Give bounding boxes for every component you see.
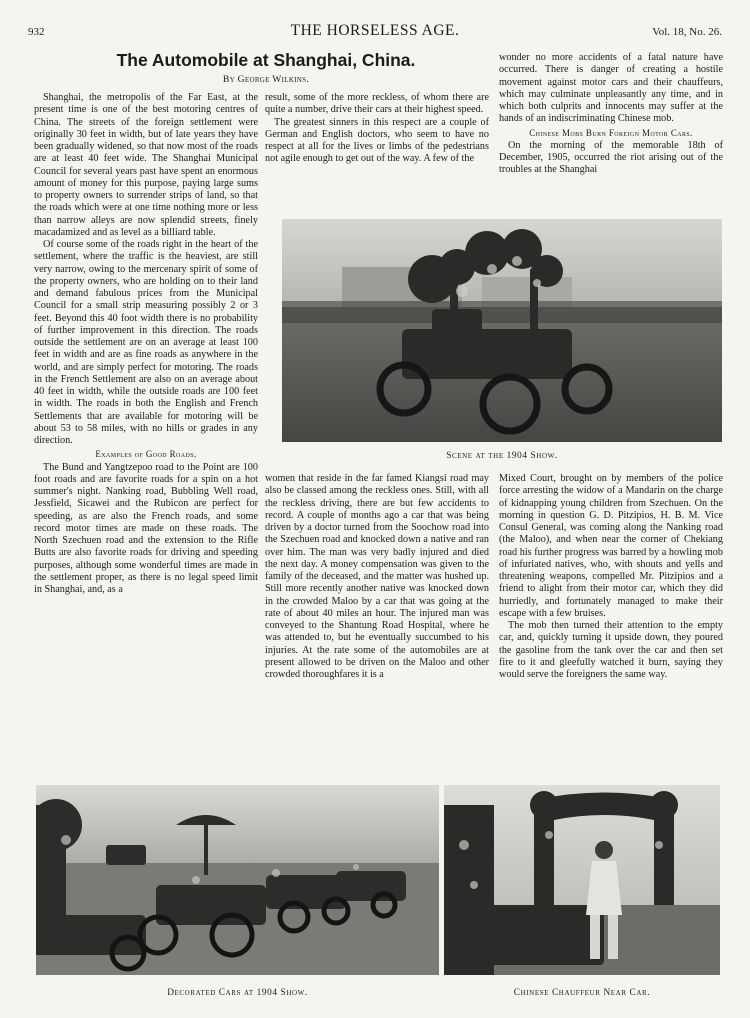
paragraph: wonder no more accidents of a fatal nature have occurred. There is danger of creating a hostile movement against motor cars and their chauffeurs, which may culminate unpleasantly any time, and in which both culprits and innocents may suffer at the hands of an indiscriminating Chinese mob. xyxy=(499,52,723,125)
paragraph: The greatest sinners in this respect are a couple of German and English doctors, who seem to have no respect at all for the lives or limbs of the pedestrians not agile enough to get out of the way. A few of the xyxy=(265,116,489,165)
paragraph: result, some of the more reckless, of whom there are quite a number, drive their cars at their highest speed. xyxy=(265,92,489,116)
article-title: The Automobile at Shanghai, China. xyxy=(116,50,416,70)
volume-number: Vol. 18, No. 26. xyxy=(652,26,722,38)
caption-decorated-cars: Decorated Cars at 1904 Show. xyxy=(167,988,308,998)
paragraph: women that reside in the far famed Kiangsi road may also be classed among the reckless ones. Still, with all the reckless driving, there are but few accidents to record. A couple of months ago a car that was being driven by a doctor turned from the Soochow road into the Szechuen road and knocked down a native and ran over him. The man was very badly injured and died the next day. A money compensation was given to the family of the deceased, and the matter was hushed up. Still more recently another native was knocked down in the crowded Maloo by a car that was going at the rate of about 40 miles an hour. The injured man was conveyed to the Shantung Road Hospital, where he was attended to, but he eventually succumbed to his injuries. At the rate some of the automobiles are at present allowed to be driven on the Maloo and other crowded thoroughfares it is a xyxy=(265,473,489,680)
journal-title: THE HORSELESS AGE. xyxy=(290,22,460,39)
subheading-mobs: Chinese Mobs Burn Foreign Motor Cars. xyxy=(529,127,693,138)
column-1 xyxy=(34,92,258,596)
caption-scene-1904-show: Scene at the 1904 Show. xyxy=(446,451,558,461)
paragraph: Shanghai, the metropolis of the Far East, at the present time is one of the best motoring centres of China. The streets of the foreign settlement were originally 30 feet in width, but of late years they have been gradually widened, so that now most of the roads are at least 40 feet wide. The Shanghai Municipal Council for several years past have spent an enormous amount of money for this purpose, paying large sums to property owners to surrender strips of land, so that the roads which were at one time nothing more or less than narrow alleys are now splendid streets, finely macadamized and as level as a billiard table. xyxy=(34,92,258,238)
chauffeur-illustration xyxy=(444,785,720,975)
car-scene-illustration xyxy=(282,219,722,442)
column-3-bottom xyxy=(499,473,723,681)
photo-chinese-chauffeur xyxy=(444,785,720,975)
paragraph: Mixed Court, brought on by members of the police force arresting the widow of a Mandarin on the charge of kidnapping young children from Szechuen. On the morning in question G. D. Pitzipios, H. B. M. Vice Consul General, was coming along the Nanking road (the Maloo), and when near the corner of Chekiang road his further progress was barred by a howling mob of infuriated natives, who, with shouts and yells and threatening weapons, compelled Mr. Pitzipios and a friend to alight from their motor car, which they did hurriedly, and fortunately managed to make their escape with a few bruises. xyxy=(499,473,723,619)
photo-scene-1904-show xyxy=(282,219,722,442)
photo-decorated-cars xyxy=(36,785,439,975)
paragraph: Of course some of the roads right in the heart of the settlement, where the traffic is the heaviest, are still very narrow, owing to the mercenary spirit of some of the property owners, who are holding on to their land and demand fabulous prices from the Municipal Council for a small strip measuring possibly 2 or 3 feet. Beyond this 40 foot width there is no probability of further improvement in this direction. The roads outside the settlement are on an average at least 100 feet in width and are as fine roads as anywhere in the world, and are simply perfect for motoring. The roads in the French Settlement are also on an average about 40 feet in width, while the outside roads are 100 feet in width. The roads in both the English and French Settlements that are available for motoring will be about 53 to 58 miles, with no hills or grades in any direction. xyxy=(34,239,258,446)
page-number: 932 xyxy=(28,26,45,38)
paragraph: The mob then turned their attention to the empty car, and, quickly turning it upside down, they poured the gasoline from the tank over the car and then set fire to it and gleefully watched it burn, saying they would serve the foreigners the same way. xyxy=(499,620,723,680)
caption-chinese-chauffeur: Chinese Chauffeur Near Car. xyxy=(513,988,651,998)
column-2-top xyxy=(265,92,489,166)
paragraph: The Bund and Yangtzepoo road to the Point are 100 foot roads and are favorite roads for a spin on a hot summer's night. Nanking road, Bubbling Well road, Jessfield, Sicawei and the Rubicon are perfect for speeding, as are also the French roads, and some record motor times are made on these roads. The North Szechuen road and the extension to the Rifle Butts are also favorite roads for driving and speeding purposes, although some wonderful times are made in the settlement proper, as there is no legal speed limit in Shanghai, and, as a xyxy=(34,461,258,595)
running-header xyxy=(28,22,722,42)
column-2-bottom xyxy=(265,473,489,681)
decorated-cars-illustration xyxy=(36,785,439,975)
article-byline: By George Wilkins. xyxy=(222,74,310,85)
subheading-good-roads: Examples of Good Roads. xyxy=(95,449,197,460)
paragraph: On the morning of the memorable 18th of December, 1905, occurred the riot arising out of the troubles at the Shanghai xyxy=(499,139,723,176)
column-3-top xyxy=(499,52,723,177)
